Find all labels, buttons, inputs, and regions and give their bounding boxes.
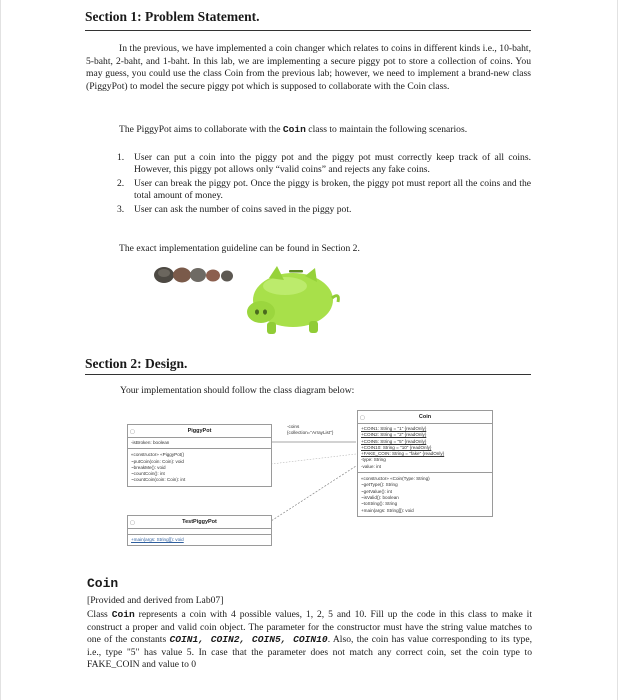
class-attribute: -value: int: [361, 463, 381, 469]
class-attribute: +COIN10: String = "10" {readOnly}: [361, 444, 432, 450]
coin-text-b: represents a coin with 4 possible values, 1, 2, 5 and 10. Fill up the code in this class to make it construct a proper and valid coin object. The parameter for the constructor must have the string value matches to one of the constants: [87, 609, 532, 646]
class-methods: [128, 449, 271, 485]
coin-heading: Coin: [87, 576, 119, 591]
scenario-number: 3.: [117, 204, 125, 215]
list-item: [117, 152, 531, 176]
list-item: [117, 204, 531, 216]
coin-class-box: [357, 410, 493, 517]
aims-text-a: The PiggyPot aims to collaborate with the: [119, 124, 283, 135]
class-attribute: +COIN1: String = "1" {readOnly}: [361, 426, 427, 431]
coin-graphic: [190, 268, 206, 282]
aims-code: Coin: [282, 124, 306, 135]
class-method: «constructor» «Coin(Type: String): [361, 476, 430, 482]
scenario-text: User can break the piggy pot. Once the piggy is broken, the piggy pot must report all the coins and the total amount of money.: [134, 178, 531, 201]
scenario-number: 1.: [117, 152, 125, 163]
class-name: TestPiggyPot: [182, 519, 217, 525]
section2-rule: [85, 374, 531, 375]
class-attributes: [128, 438, 271, 449]
piggy-leg: [267, 322, 276, 334]
piggy-nostril: [263, 309, 267, 314]
section1-rule: [85, 30, 531, 31]
coins-illustration: [151, 264, 237, 286]
coin-provided-note: [Provided and derived from Lab07]: [87, 595, 224, 606]
class-method: ~toString(): String: [361, 501, 398, 507]
class-name: PiggyPot: [187, 428, 212, 434]
section2-title: Section 2: Design.: [85, 356, 188, 371]
class-method: ~countCoin(coin: Coin): int: [131, 477, 186, 483]
class-method: ~getValue(): int: [361, 488, 392, 494]
class-attributes: [358, 424, 492, 473]
class-icon: ▢: [130, 429, 135, 435]
scenario-text: User can ask the number of coins saved in the piggy pot.: [134, 204, 352, 215]
piggy-nostril: [255, 309, 259, 314]
scenario-list: [117, 152, 531, 218]
class-method: ~getType(): String: [361, 482, 398, 488]
list-item: [117, 178, 531, 202]
class-method: +main(args: String[]): void: [361, 507, 414, 513]
coin-code: Coin: [111, 609, 135, 620]
class-header: [358, 411, 492, 424]
class-icon: ▢: [130, 520, 135, 526]
piggy-highlight: [263, 277, 307, 295]
guideline-text: The exact implementation guideline can be found in Section 2.: [119, 243, 360, 254]
testpiggypot-class-box: [127, 515, 272, 546]
association-constraint: {collection="ArrayList"}: [287, 430, 334, 435]
coin-text-c: . Also, the coin has value corresponding to its type, i.e., type "5" has value 5. In case that the parameter does not match any correct coin, set the coin type to FAKE_COIN and value to 0: [87, 634, 532, 671]
class-attribute: -isBroken: boolean: [131, 440, 170, 445]
class-attribute: -type: String: [361, 457, 386, 463]
class-attribute: +FAKE_COIN: String = "fake" {readOnly}: [361, 451, 445, 457]
piggypot-class-box: [127, 424, 272, 487]
scenario-number: 2.: [117, 178, 125, 189]
class-method: ~putCoin(coin: Coin): void: [131, 458, 184, 464]
piggy-slot: [289, 270, 303, 273]
class-attribute: +COIN2: String = "2" {readOnly}: [361, 432, 427, 438]
class-method: ~countCoin(): int: [131, 471, 165, 477]
class-attribute: +COIN5: String = "5" {readOnly}: [361, 438, 427, 444]
class-header: [128, 516, 271, 529]
class-icon: ▢: [360, 415, 365, 421]
piggy-snout: [247, 301, 275, 323]
section2-intro: Your implementation should follow the class diagram below:: [120, 385, 355, 396]
coin-text-a: Class: [87, 609, 112, 620]
association-role: -coins: [287, 424, 300, 429]
class-methods: [128, 535, 271, 545]
class-header: [128, 425, 271, 438]
piggy-leg: [309, 321, 318, 333]
section1-intro: In the previous, we have implemented a coin changer which relates to coins in different kinds i.e., 10-baht, 5-baht, 2-baht, and 1-baht. In this lab, we are implementing a secure piggy pot to store a collection of coins. You may guess, you could use the class Coin from the previous lab; however, we need to implement a brand-new class (PiggyPot) to model the secure piggy pot which is supposed to collaborate with the Coin class.: [86, 43, 531, 92]
piggy-ear: [269, 266, 284, 280]
coin-graphic: [206, 270, 220, 282]
class-method: ~breakMe(): void: [131, 464, 166, 470]
coin-description: [87, 609, 532, 672]
class-method: ~isValid(): boolean: [361, 494, 399, 500]
association-label: [287, 424, 333, 436]
class-diagram: [121, 406, 493, 556]
scenario-text: User can put a coin into the piggy pot and the piggy pot must correctly keep track of all coins. However, this piggy pot allows only “valid coins” and rejects any fake coins.: [134, 152, 531, 175]
coin-graphic: [173, 268, 191, 283]
section1-aims: [86, 124, 531, 137]
class-method: +main(args: String[]): void: [131, 537, 184, 542]
dependency-line: [271, 454, 356, 464]
class-method: «constructor» «PiggyPot(): [131, 452, 185, 458]
section1-title: Section 1: Problem Statement.: [85, 9, 260, 24]
class-methods: [358, 473, 492, 516]
coin-highlight: [158, 269, 170, 277]
class-name: Coin: [418, 414, 432, 420]
coin-graphic: [221, 271, 233, 282]
coin-constants: COIN1, COIN2, COIN5, COIN10: [169, 634, 328, 646]
piggy-bank-illustration: [239, 264, 343, 338]
aims-text-b: class to maintain the following scenarios.: [305, 124, 468, 135]
